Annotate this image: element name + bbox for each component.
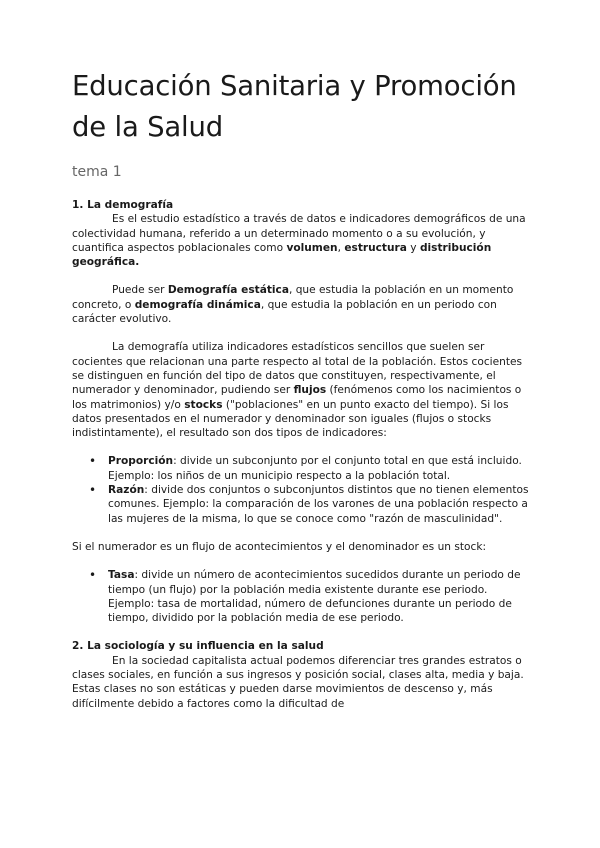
paragraph: Puede ser Demografía estática, que estudia la población en un momento concreto, o demografía dinámica, que estudia la población en un periodo con carácter evolutivo. [72,284,514,326]
document-body [72,198,532,711]
page-title: Educación Sanitaria y Promoción de la Salud [72,70,517,143]
list-item: • Tasa: divide un número de acontecimientos sucedidos durante un periodo de tiempo (un flujo) por la población media existente durante ese periodo. Ejemplo: tasa de mortalidad, número de defunciones durante un periodo de tiempo, dividido por la población media de ese periodo. [72,568,532,625]
paragraph: En la sociedad capitalista actual podemos diferenciar tres grandes estratos o clases sociales, en función a sus ingresos y posición social, clases alta, media y baja. Estas clases no son estáticas y pueden darse movimientos de descenso y, más difícilmente debido a factores como la dificultad de [72,654,524,710]
page-subtitle: tema 1 [72,164,122,180]
bullet-list [72,568,532,625]
paragraph: La demografía utiliza indicadores estadísticos sencillos que suelen ser cocientes que relacionan una parte respecto al total de la población. Estos cocientes se distinguen en función del tipo de datos que constituyen, respectivamente, el numerador y denominador, pudiendo ser flujos (fenómenos como los nacimientos o los matrimonios) y/o stocks ("poblaciones" en un punto exacto del tiempo). Si los datos presentados en el numerador y denominador son iguales (flujos o stocks indistintamente), el resultado son dos tipos de indicadores: [72,341,523,440]
list-item: • Razón: divide dos conjuntos o subconjuntos distintos que no tienen elementos comunes. Ejemplo: la comparación de los varones de una población respecto a las mujeres de la misma, lo que se conoce como "razón de masculinidad". [72,483,532,526]
bullet-list [72,454,532,525]
section-heading: 2. La sociología y su influencia en la salud [72,640,324,653]
paragraph: Si el numerador es un flujo de acontecimientos y el denominador es un stock: [72,540,487,553]
section-heading: 1. La demografía [72,199,174,211]
paragraph: Es el estudio estadístico a través de datos e indicadores demográficos de una colectividad humana, referido a un determinado momento o a su evolución, y cuantifica aspectos poblacionales como volumen, estructura y distribución geográfica. [72,213,526,269]
list-item: • Proporción: divide un subconjunto por el conjunto total en que está incluido. Ejemplo: los niños de un municipio respecto a la población total. [72,454,532,483]
